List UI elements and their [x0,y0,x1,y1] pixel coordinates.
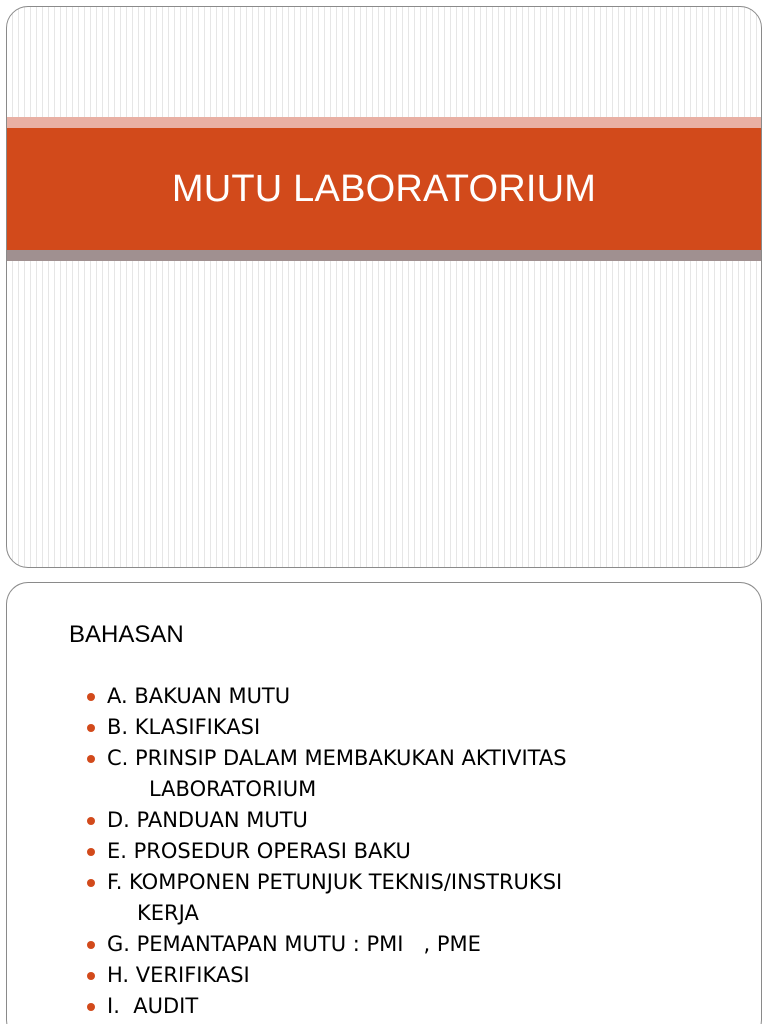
list-item [83,867,743,929]
bullet-icon [87,817,95,825]
title-slide [6,6,762,568]
list-item-text: I. AUDIT [107,994,199,1018]
top-accent-stripe [7,117,761,128]
list-item-continuation: LABORATORIUM [149,777,317,801]
list-item-text: F. KOMPONEN PETUNJUK TEKNIS/INSTRUKSI [107,870,563,894]
bullet-icon [87,755,95,763]
list-item-text: D. PANDUAN MUTU [107,808,308,832]
bottom-accent-stripe [7,250,761,261]
list-item-text: G. PEMANTAPAN MUTU : PMI , PME [107,932,481,956]
list-item-text: H. VERIFIKASI [107,963,250,987]
bullet-icon [87,1003,95,1011]
slide-title: MUTU LABORATORIUM [171,167,597,210]
bullet-icon [87,848,95,856]
list-item [83,991,743,1022]
bullet-icon [87,693,95,701]
bullet-icon [87,941,95,949]
slide-heading: BAHASAN [69,621,184,648]
list-item-text: A. BAKUAN MUTU [107,684,291,708]
list-item [83,681,743,712]
list-item [83,712,743,743]
content-slide [6,582,762,1024]
list-item [83,960,743,991]
bullet-icon [87,972,95,980]
list-item-continuation: KERJA [137,901,199,925]
topic-list [83,681,743,1022]
list-item-text: E. PROSEDUR OPERASI BAKU [107,839,411,863]
title-band [7,128,761,250]
bullet-icon [87,879,95,887]
list-item [83,805,743,836]
list-item-text: B. KLASIFIKASI [107,715,261,739]
list-item [83,836,743,867]
list-item-text: C. PRINSIP DALAM MEMBAKUKAN AKTIVITAS [107,746,567,770]
list-item [83,743,743,805]
list-item [83,929,743,960]
bullet-icon [87,724,95,732]
